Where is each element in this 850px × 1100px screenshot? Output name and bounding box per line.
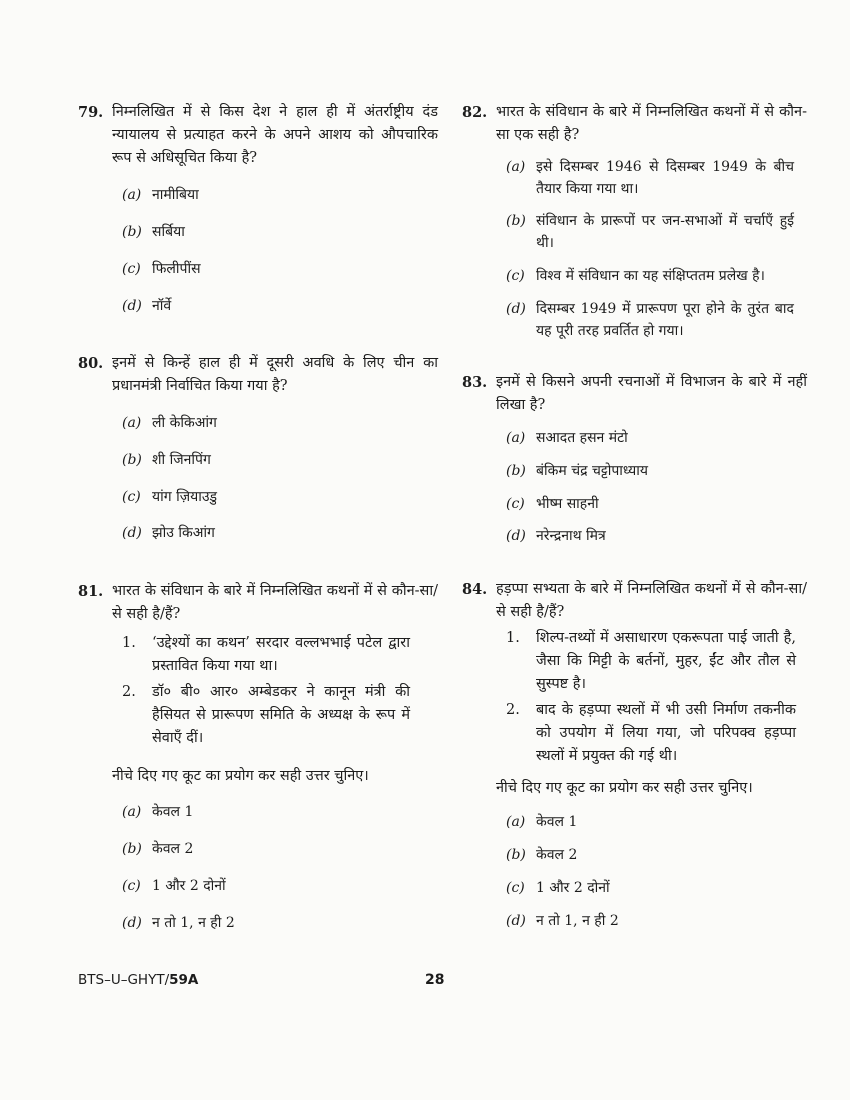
option-letter: (b) [506,463,526,479]
option-text: केवल 2 [536,847,578,863]
option-text: ली केकिआंग [152,415,217,431]
page-number: 28 [425,972,445,988]
question-number: 79. [78,104,104,121]
booklet-code [78,972,198,988]
option-a[interactable] [122,802,193,822]
option-letter: (d) [506,528,526,544]
option-a[interactable] [122,413,217,433]
option-letter: (c) [122,489,141,505]
question-number: 83. [462,374,488,391]
question-number: 80. [78,355,104,372]
question-text: हड़प्पा सभ्यता के बारे में निम्नलिखित कथनों में से कौन-सा/से सही है/हैं? [496,581,807,620]
question-81 [78,580,438,626]
option-letter: (a) [506,814,526,830]
option-c[interactable] [122,259,201,279]
option-a[interactable] [506,156,794,197]
statement-number: 2. [506,702,520,718]
option-letter: (b) [122,224,142,240]
option-text: सआदत हसन मंटो [536,430,628,446]
option-text: शी जिनपिंग [152,452,211,468]
question-83 [462,371,807,417]
option-c[interactable] [506,265,806,287]
statement-text: बाद के हड़प्पा स्थलों में भी उसी निर्माण तकनीक को उपयोग में लिया गया, जो परिपक्व हड़प्पा स्थलों में प्रयुक्त की गई थी। [536,702,796,764]
option-a[interactable] [506,428,628,448]
option-letter: (d) [122,915,142,931]
statement-number: 1. [122,635,136,651]
instruction: नीचे दिए गए कूट का प्रयोग कर सही उत्तर चुनिए। [496,780,753,796]
option-c[interactable] [122,487,217,507]
option-letter: (b) [122,452,142,468]
question-83-stem [462,371,807,417]
option-b[interactable] [122,450,211,470]
option-letter: (c) [122,878,141,894]
option-letter: (a) [506,159,526,175]
question-number: 84. [462,581,488,598]
option-letter: (a) [122,804,142,820]
question-84-stem [462,578,807,624]
statement-number: 1. [506,630,520,646]
option-letter: (d) [506,301,526,317]
question-number: 82. [462,104,488,121]
question-80-stem [78,352,438,398]
question-80 [78,352,438,398]
statement-number: 2. [122,684,136,700]
option-letter: (d) [122,525,142,541]
statement-text: डॉ० बी० आर० अम्बेडकर ने कानून मंत्री की हैसियत से प्रारूपण समिति के अध्यक्ष के रूप में सेवाएँ दीं। [152,684,410,746]
option-c[interactable] [506,494,599,514]
option-text: झोउ किआंग [152,525,215,541]
booklet-code-prefix: BTS–U–GHYT/ [78,972,170,988]
option-letter: (a) [506,430,526,446]
option-text: नॉर्वे [152,298,172,314]
question-79 [78,101,438,170]
question-81-stem [78,580,438,626]
option-text: संविधान के प्रारूपों पर जन-सभाओं में चर्चाएँ हुई थी। [536,213,794,251]
option-text: नरेन्द्रनाथ मित्र [536,528,606,544]
question-text: इनमें से किन्हें हाल ही में दूसरी अवधि के लिए चीन का प्रधानमंत्री निर्वाचित किया गया है? [112,355,438,394]
option-text: केवल 1 [152,804,194,820]
option-letter: (a) [122,415,142,431]
option-d[interactable] [506,911,619,931]
option-b[interactable] [122,839,193,859]
question-84 [462,578,807,624]
option-text: 1 और 2 दोनों [152,878,226,894]
option-letter: (b) [506,213,526,229]
question-text: निम्नलिखित में से किस देश ने हाल ही में अंतर्राष्ट्रीय दंड न्यायालय से प्रत्याहत करने के अपने आशय को औपचारिक रूप से अधिसूचित किया है? [112,104,438,166]
option-d[interactable] [122,296,171,316]
option-d[interactable] [122,913,235,933]
option-a[interactable] [122,185,199,205]
option-a[interactable] [506,812,577,832]
statement-text: ‘उद्देश्यों का कथन’ सरदार वल्लभभाई पटेल द्वारा प्रस्तावित किया गया था। [152,635,410,674]
option-letter: (d) [122,298,142,314]
option-letter: (c) [506,496,525,512]
option-c[interactable] [122,876,226,896]
option-letter: (b) [122,841,142,857]
question-text: इनमें से किसने अपनी रचनाओं में विभाजन के बारे में नहीं लिखा है? [496,374,807,413]
option-letter: (c) [122,261,141,277]
statement-text: शिल्प-तथ्यों में असाधारण एकरूपता पाई जाती है, जैसा कि मिट्टी के बर्तनों, मुहर, ईंट और तौल से सुस्पष्ट है। [536,630,796,692]
option-letter: (a) [122,187,142,203]
option-text: इसे दिसम्बर 1946 से दिसम्बर 1949 के बीच तैयार किया गया था। [536,159,794,197]
option-c[interactable] [506,878,610,898]
option-text: सर्बिया [152,224,185,240]
option-text: दिसम्बर 1949 में प्रारूपण पूरा होने के तुरंत बाद यह पूरी तरह प्रवर्तित हो गया। [536,301,794,339]
option-b[interactable] [506,210,794,251]
option-text: बंकिम चंद्र चट्टोपाध्याय [536,463,649,479]
option-text: केवल 1 [536,814,578,830]
question-text: भारत के संविधान के बारे में निम्नलिखित कथनों में से कौन-सा/से सही है/हैं? [112,583,438,622]
option-text: न तो 1, न ही 2 [536,913,619,929]
option-letter: (b) [506,847,526,863]
option-text: यांग ज़ियाउडु [152,489,217,505]
question-number: 81. [78,583,104,600]
option-d[interactable] [122,523,215,543]
question-82 [462,101,807,147]
question-text: भारत के संविधान के बारे में निम्नलिखित कथनों में से कौन-सा एक सही है? [496,104,807,143]
option-text: विश्व में संविधान का यह संक्षिप्ततम प्रलेख है। [536,268,765,284]
option-letter: (c) [506,880,525,896]
question-82-stem [462,101,807,147]
option-b[interactable] [506,461,648,481]
option-text: नामीबिया [152,187,199,203]
option-text: फिलीपींस [152,261,201,277]
option-d[interactable] [506,526,606,546]
option-b[interactable] [506,845,577,865]
option-text: केवल 2 [152,841,194,857]
option-letter: (c) [506,268,525,284]
option-text: न तो 1, न ही 2 [152,915,235,931]
option-text: भीष्म साहनी [536,496,599,512]
option-b[interactable] [122,222,185,242]
option-d[interactable] [506,298,794,339]
booklet-code-series: 59A [169,972,199,988]
question-79-stem [78,101,438,170]
option-text: 1 और 2 दोनों [536,880,610,896]
instruction: नीचे दिए गए कूट का प्रयोग कर सही उत्तर चुनिए। [112,768,369,784]
option-letter: (d) [506,913,526,929]
